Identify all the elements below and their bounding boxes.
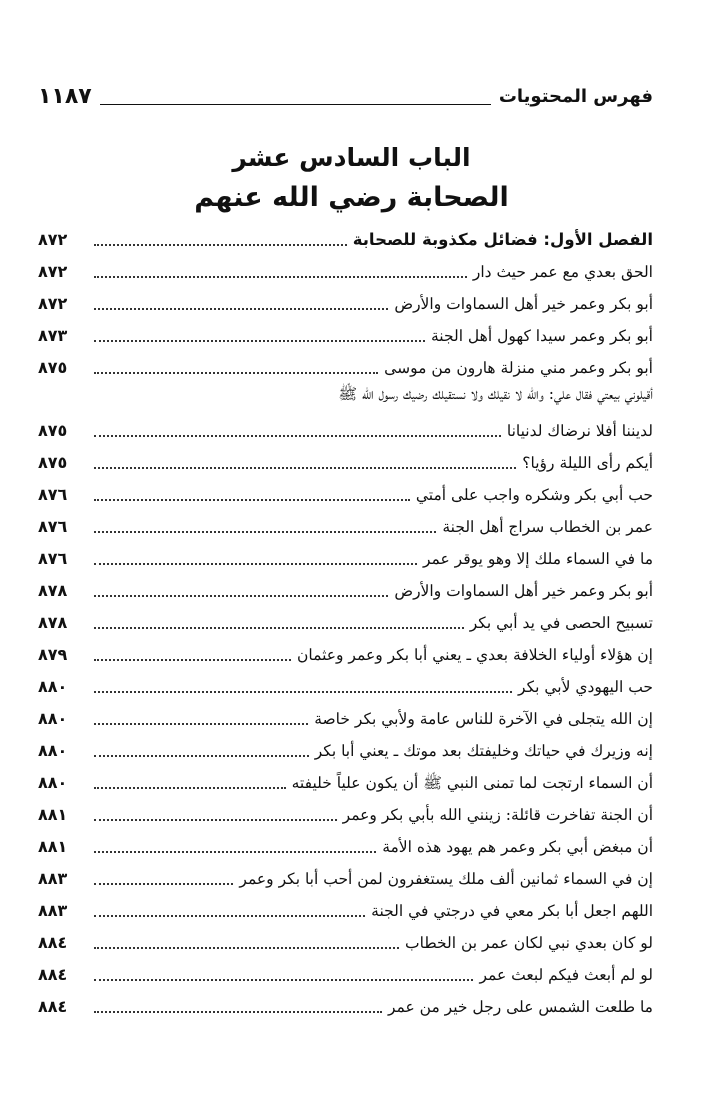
toc-entry-title: أبو بكر وعمر مني منزلة هارون من موسى <box>384 359 653 377</box>
dot-leader <box>94 563 417 565</box>
toc-entry[interactable] <box>38 668 653 698</box>
toc-page-number: ٨٨١ <box>38 837 68 856</box>
toc-entry-first-line: أقيلوني بيعتي فقال علي: والله لا نقيلك ولا نستقيلك رضيك رسول الله ﷺ <box>338 385 653 403</box>
page-number: ١١٨٧ <box>38 84 92 109</box>
toc-entry[interactable] <box>38 317 653 347</box>
toc-entry[interactable] <box>38 412 653 442</box>
toc-entry-title: ما في السماء ملك إلا وهو يوقر عمر <box>422 550 653 568</box>
toc-entry-title: إن هؤلاء أولياء الخلافة بعدي ـ يعني أبا بكر وعمر وعثمان <box>297 646 653 664</box>
toc-entry-title: أبو بكر وعمر سيدا كهول أهل الجنة <box>430 327 653 345</box>
toc-entry[interactable] <box>38 636 653 666</box>
toc-page-number: ٨٧٨ <box>38 613 68 632</box>
toc-entry[interactable] <box>38 476 653 506</box>
dot-leader <box>94 435 501 437</box>
dot-leader <box>94 851 376 853</box>
toc-entry[interactable] <box>38 221 653 251</box>
dot-leader <box>94 627 464 629</box>
dot-leader <box>94 755 309 757</box>
chapter-subtitle: الصحابة رضي الله عنهم <box>194 182 509 213</box>
toc-page-number: ٨٨٣ <box>38 901 68 920</box>
dot-leader <box>94 244 347 246</box>
toc-entry-title: أبو بكر وعمر خير أهل السماوات والأرض <box>394 295 653 313</box>
toc-entry[interactable] <box>38 860 653 890</box>
toc-page-number: ٨٧٦ <box>38 485 68 504</box>
dot-leader <box>94 691 512 693</box>
toc-page-number: ٨٧٦ <box>38 517 68 536</box>
dot-leader <box>94 819 337 821</box>
dot-leader <box>94 947 399 949</box>
toc-entry-title: الحق بعدي مع عمر حيث دار <box>472 263 653 281</box>
toc-page-number: ٨٧٥ <box>38 453 68 472</box>
toc-page-number: ٨٨١ <box>38 805 68 824</box>
toc-entry[interactable] <box>38 444 653 474</box>
toc-entry-title: عمر بن الخطاب سراج أهل الجنة <box>442 518 653 536</box>
toc-entry-title: تسبيح الحصى في يد أبي بكر <box>469 614 653 632</box>
header-title: فهرس المحتويات <box>498 86 653 107</box>
toc-section-title: الفصل الأول: فضائل مكذوبة للصحابة <box>352 230 653 249</box>
toc-entry-title: لو كان بعدي نبي لكان عمر بن الخطاب <box>405 934 653 952</box>
toc-entry[interactable] <box>38 572 653 602</box>
toc-page-number: ٨٨٤ <box>38 933 68 952</box>
toc-page-number: ٨٨٤ <box>38 997 68 1016</box>
dot-leader <box>94 340 425 342</box>
toc-entry[interactable] <box>38 732 653 762</box>
toc-entry[interactable] <box>38 508 653 538</box>
toc-entry-title: أن مبغض أبي بكر وعمر هم يهود هذه الأمة <box>382 838 653 856</box>
toc-page-number: ٨٨٠ <box>38 709 68 728</box>
toc-entry[interactable] <box>38 604 653 634</box>
toc-page-number: ٨٧٢ <box>38 230 68 249</box>
toc-entry[interactable] <box>38 349 653 379</box>
toc-page-number: ٨٧٩ <box>38 645 68 664</box>
dot-leader <box>94 531 436 533</box>
toc-entry-title: ما طلعت الشمس على رجل خير من عمر <box>387 998 653 1016</box>
toc-page-number: ٨٨٠ <box>38 677 68 696</box>
toc-entry[interactable] <box>38 892 653 922</box>
table-of-contents <box>38 0 653 1115</box>
toc-entry[interactable] <box>38 796 653 826</box>
toc-entry-title: إنه وزيرك في حياتك وخليفتك بعد موتك ـ يعني أبا بكر <box>314 742 653 760</box>
toc-page-number: ٨٨٠ <box>38 741 68 760</box>
toc-page-number: ٨٧٦ <box>38 549 68 568</box>
toc-entry-title: لديننا أفلا نرضاك لدنيانا <box>506 422 653 440</box>
toc-entry[interactable] <box>38 956 653 986</box>
dot-leader <box>94 276 467 278</box>
toc-entry[interactable] <box>38 764 653 794</box>
toc-entry-title: لو لم أبعث فيكم لبعث عمر <box>479 966 653 984</box>
toc-page-number: ٨٧٨ <box>38 581 68 600</box>
toc-entry-title: أبو بكر وعمر خير أهل السماوات والأرض <box>394 582 653 600</box>
toc-page-number: ٨٧٥ <box>38 358 68 377</box>
toc-entry-title: إن الله يتجلى في الآخرة للناس عامة ولأبي بكر خاصة <box>314 710 653 728</box>
toc-entry[interactable] <box>38 700 653 730</box>
toc-entry[interactable] <box>38 285 653 315</box>
dot-leader <box>94 1011 382 1013</box>
dot-leader <box>94 723 308 725</box>
dot-leader <box>94 915 365 917</box>
toc-entry[interactable] <box>38 988 653 1018</box>
toc-entry-title: أن الجنة تفاخرت قائلة: زينني الله بأبي بكر وعمر <box>342 806 653 824</box>
toc-entry[interactable] <box>38 828 653 858</box>
dot-leader <box>94 499 410 501</box>
chapter-title: الباب السادس عشر <box>232 143 471 172</box>
toc-entry-title: أيكم رأى الليلة رؤيا؟ <box>522 454 653 472</box>
toc-page-number: ٨٧٣ <box>38 326 68 345</box>
dot-leader <box>94 467 516 469</box>
dot-leader <box>94 659 291 661</box>
dot-leader <box>94 979 473 981</box>
toc-entry-title: إن في السماء ثمانين ألف ملك يستغفرون لمن أحب أبا بكر وعمر <box>239 870 653 888</box>
toc-entry-title: أن السماء ارتجت لما تمنى النبي ﷺ أن يكون علياً خليفته <box>291 774 653 792</box>
toc-entry-title: حب أبي بكر وشكره واجب على أمتي <box>415 486 653 504</box>
toc-page-number: ٨٧٢ <box>38 262 68 281</box>
toc-page-number: ٨٨٣ <box>38 869 68 888</box>
toc-page-number: ٨٧٥ <box>38 421 68 440</box>
toc-entry-title: اللهم اجعل أبا بكر معي في درجتي في الجنة <box>371 902 653 920</box>
dot-leader <box>94 308 388 310</box>
dot-leader <box>94 787 286 789</box>
toc-page-number: ٨٨٠ <box>38 773 68 792</box>
toc-entry[interactable] <box>38 924 653 954</box>
dot-leader <box>94 372 378 374</box>
toc-entry[interactable] <box>38 540 653 570</box>
toc-entry[interactable] <box>38 253 653 283</box>
toc-page-number: ٨٧٢ <box>38 294 68 313</box>
dot-leader <box>94 883 233 885</box>
dot-leader <box>94 595 388 597</box>
toc-entry-title: حب اليهودي لأبي بكر <box>518 678 653 696</box>
toc-page-number: ٨٨٤ <box>38 965 68 984</box>
